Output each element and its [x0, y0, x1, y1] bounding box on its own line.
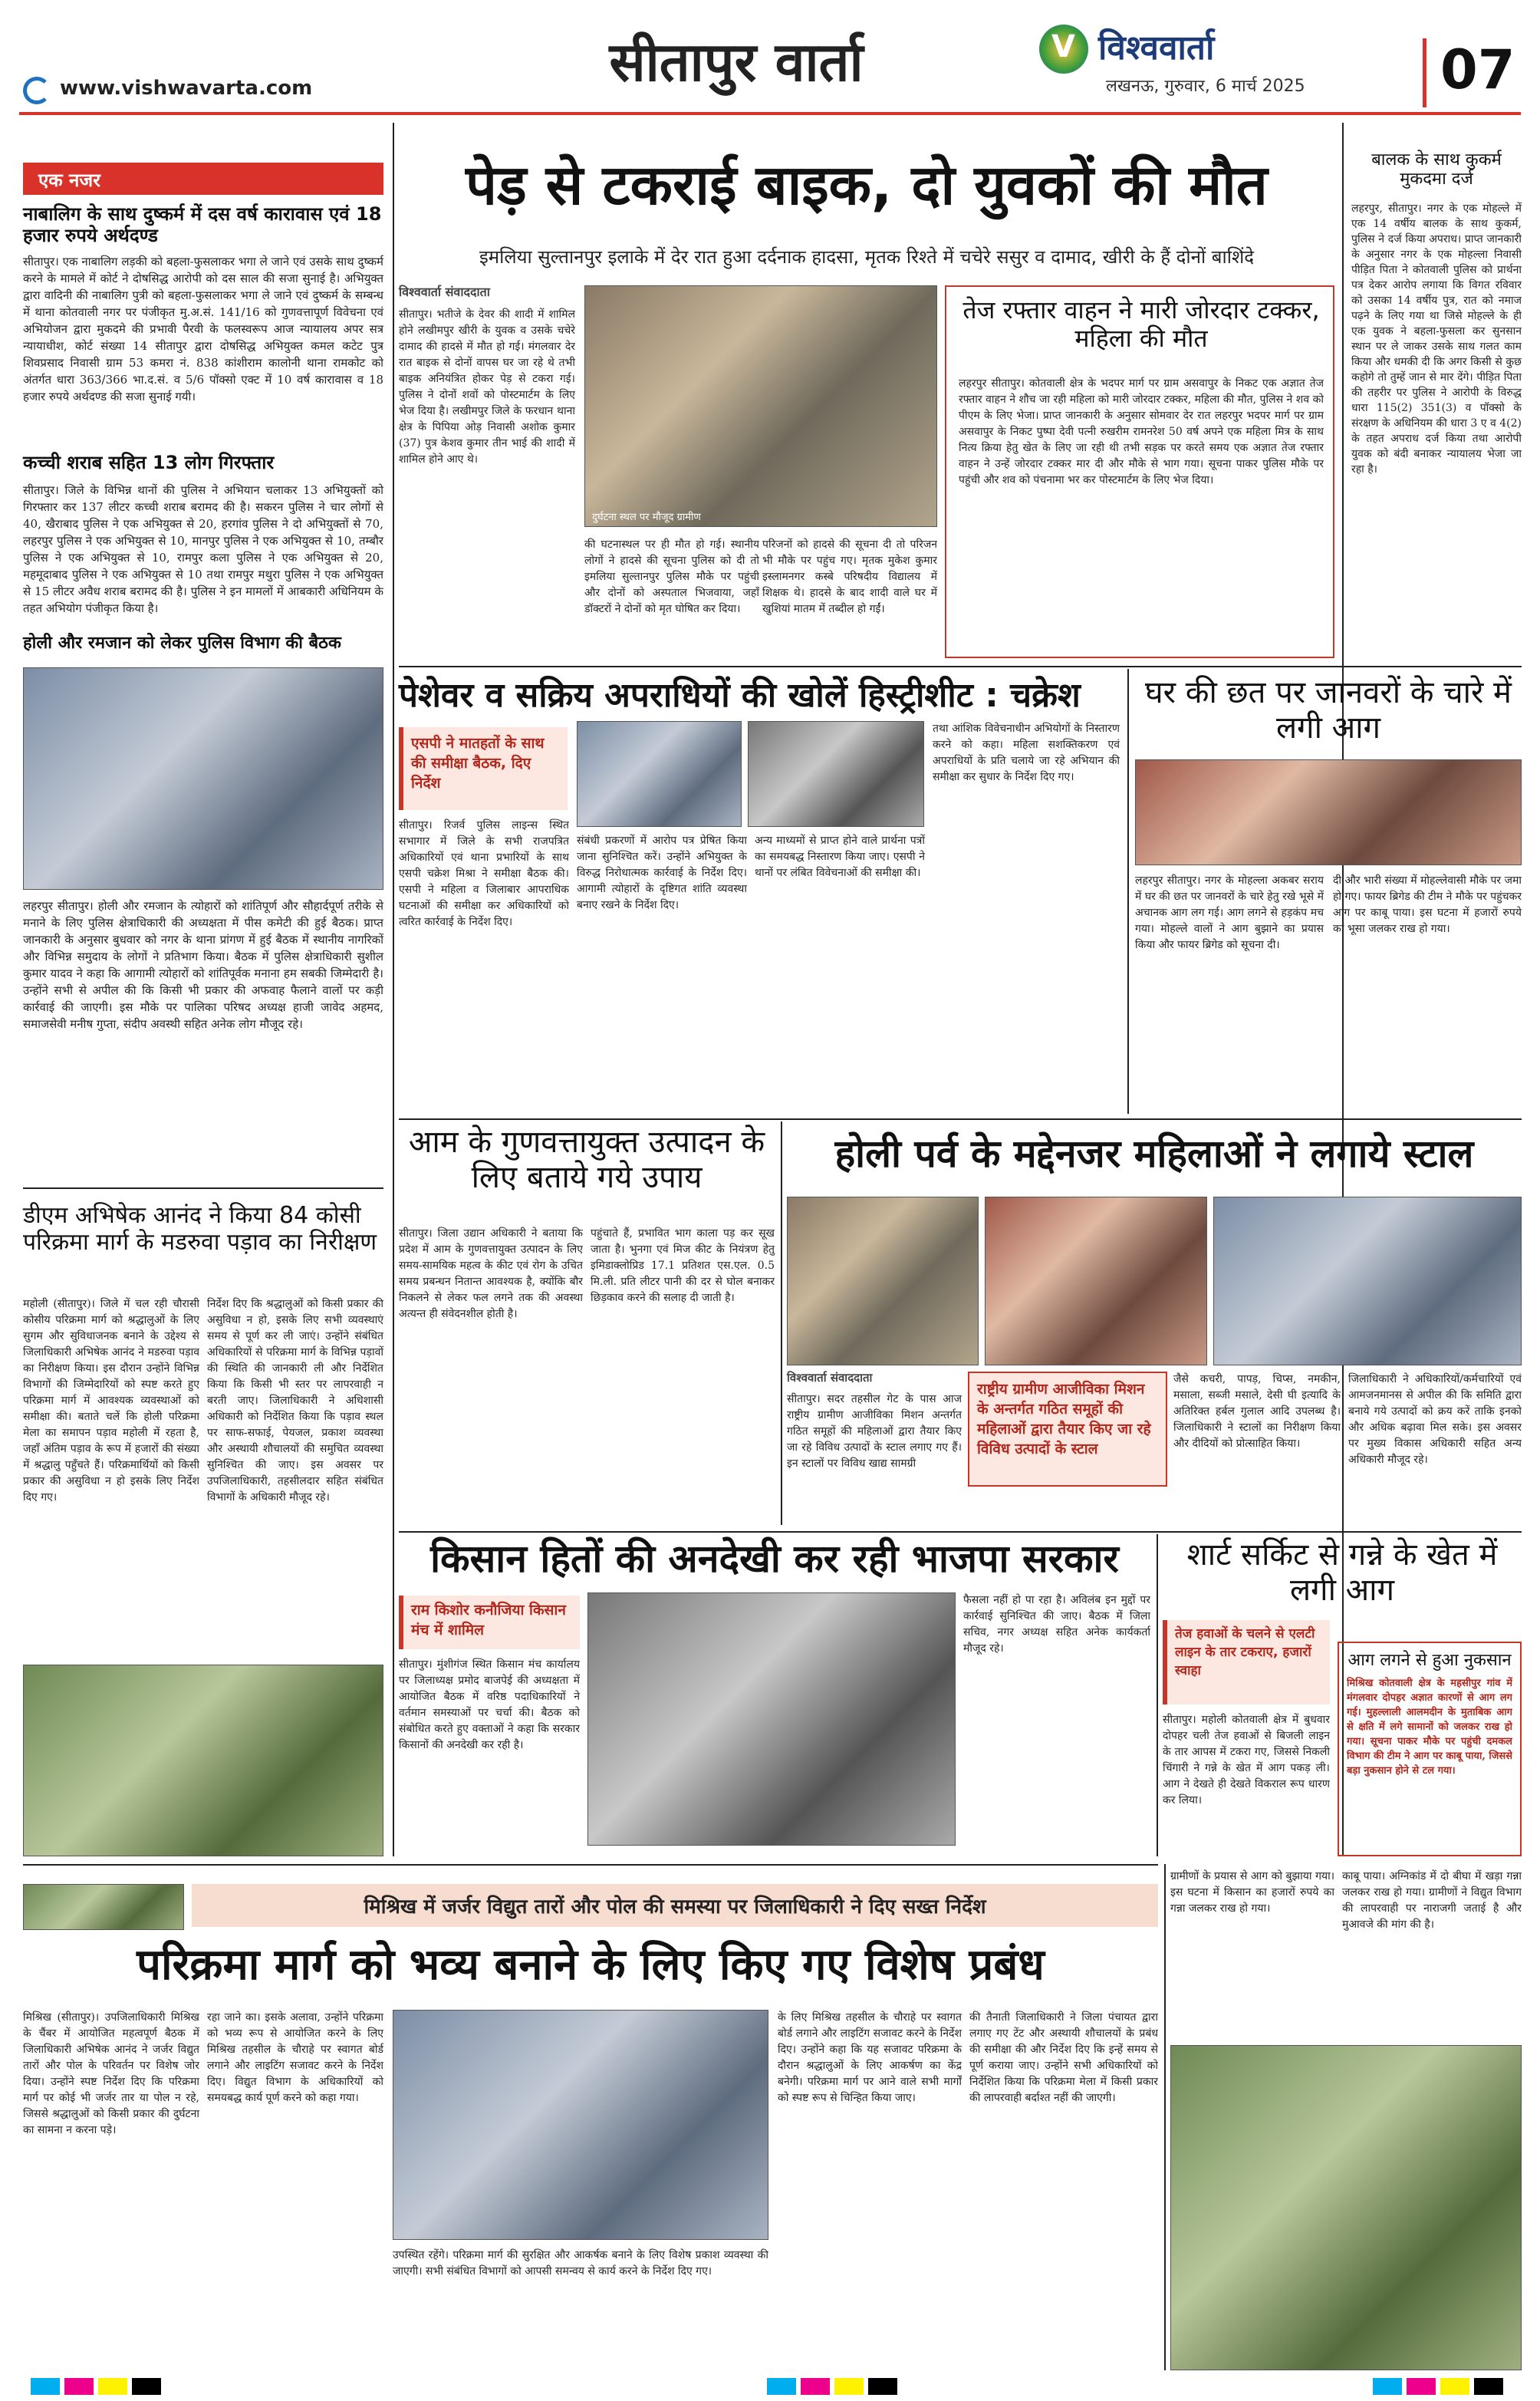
brief2-headline: कच्ची शराब सहित 13 लोग गिरफ्तार — [23, 452, 275, 473]
history-body-d: तथा आंशिक विवेचनाधीन अभियोगों के निस्तारण करने को कहा। महिला सशक्तिकरण एवं अपराधियों के प्रति चलाये जा रहे अभियान की समीक्षा कर सुधार के निर्देश दिए गए। — [933, 723, 1120, 783]
short-circuit-body-c: काबू पाया। अग्निकांड में दो बीघा में खड़ा गन्ना जलकर राख हो गया। ग्रामीणों ने विद्युत विभाग की लापरवाही पर नाराजगी जताई है और मुआवजे की मांग की है। — [1342, 1870, 1522, 1931]
registration-swatch — [868, 2378, 897, 2395]
registration-swatch — [767, 2378, 796, 2395]
registration-swatch — [1440, 2378, 1469, 2395]
lead-body-b: की घटनास्थल पर ही मौत हो गई। स्थानीय लोगों ने हादसे की सूचना पुलिस को दी तो इमलिया सुल्तानपुर पुलिस मौके पर पहुंची और दोनों को अस्पताल भिजवाया, जहाँ डॉक्टरों ने दोनों को मृत घोषित कर दिया। — [584, 538, 759, 615]
lead-subheadline: इमलिया सुल्तानपुर इलाके में देर रात हुआ दर्दनाक हादसा, मृतक रिश्ते में चचेरे ससुर व दामाद, खीरी के हैं दोनों बाशिंदे — [479, 246, 1255, 268]
page-number: 07 — [1423, 38, 1507, 107]
registration-swatch — [98, 2378, 127, 2395]
history-body-a: सीतापुर। रिजर्व पुलिस लाइन्स स्थित सभागार में जिले के सभी राजपत्रित अधिकारियों एवं थाना प्रभारियों के साथ एसपी चक्रेश मिश्रा ने समीक्षा बैठक की। एसपी ने महिला व जिलाबार आपराधिक घटनाओं की समीक्षा कर अधिकारियों को त्वरित कार्रवाई के निर्देश दिए। — [399, 819, 569, 928]
accident-box-headline: तेज रफ्तार वाहन ने मारी जोरदार टक्कर, महिला की मौत — [962, 295, 1320, 353]
police-meeting-photo — [23, 667, 383, 890]
brief1-body: सीतापुर। एक नाबालिग लड़की को बहला-फुसलाकर भगा ले जाने एवं उसके साथ दुष्कर्म करने के मामले में कोर्ट ने दोषसिद्ध आरोपी को दस साल की सजा सुनाई है। अभियुक्त द्वारा वादिनी की नाबालिग पुत्री को बहला-फुसलाकर भगा ले जाने एवं दुष्कर्म के सम्बन्ध में थाना कोतवाली नगर पर पंजीकृत मु.अ.सं. 141/16 को गुणवत्तापूर्ण विवेचना एवं अभियोजन द्वारा मुकदमे की प्रभावी पैरवी के फलस्वरूप आज न्यायालय अपर सत्र न्यायाधीश, कोर्ट संख्या 14 सीतापुर द्वारा दोषसिद्ध अभियुक्त कमल कटेट पुत्र शिवप्रसाद निवासी ग्राम 53 कमरा नं. 838 कांशीराम कालोनी थाना रामकोट को अंतर्गत धारा 363/366 भा.द.सं. व 5/6 पॉक्सो एक्ट में 10 वर्ष कारावास व 18 हजार रुपये अर्थदण्ड की सजा सुनाई गयी। — [23, 255, 383, 403]
sp-meeting-photo-2 — [748, 721, 924, 827]
lead-photo-caption: दुर्घटना स्थल पर मौजूद ग्रामीण — [592, 512, 701, 523]
holi-byline: विश्ववार्ता संवाददाता — [787, 1371, 873, 1385]
story4-headline: डीएम अभिषेक आनंद ने किया 84 कोसी परिक्रमा मार्ग के मडरुवा पड़ाव का निरीक्षण — [23, 1202, 377, 1256]
fire-photo — [1135, 759, 1522, 865]
registration-swatch — [834, 2378, 864, 2395]
website-url[interactable]: www.vishwavarta.com — [60, 77, 313, 100]
registration-swatch — [132, 2378, 161, 2395]
right-body: लहरपुर, सीतापुर। नगर के एक मोहल्ले में एक 14 वर्षीय बालक के साथ कुकर्म, पुलिस ने दर्ज किया अपराध। प्राप्त जानकारी के अनुसार नगर के एक मोहल्ला निवासी पीड़ित पिता ने कोतवाली पुलिस को प्रार्थना पत्र देकर आरोप लगाया कि विगत रविवार को उसका 14 वर्षीय पुत्र, रात को नमाज पढ़ने के लिए गया था जिसे मोहल्ले के ही एक युवक ने बहला-फुसला कर सुनसान स्थान पर ले जाकर उसके साथ गलत काम किया और धमकी दी कि अगर किसी से कुछ कहोगे तो तुम्हें जान से मार देंगे। पीड़ित पिता की तहरीर पर पुलिस ने आरोपी के विरुद्ध धारा 115(2) 351(3) व पॉक्सो के संरक्षण के अधिनियम की धारा 3 ए व 4(2) के तहत अपराध दर्ज किया तथा आरोपी युवक को बंदी बनाकर न्यायालय भेजा जा रहा है। — [1351, 203, 1522, 476]
right-headline: बालक के साथ कुकर्म मुकदमा दर्ज — [1371, 150, 1502, 189]
accident-site-photo — [584, 285, 937, 527]
registration-swatch — [1474, 2378, 1503, 2395]
mango-body-b: पहुंचाते हैं, प्रभावित भाग काला पड़ कर सूख जाता है। भुनगा एवं मिज कीट के नियंत्रण हेतु इमिडाक्लोप्रिड 17.1 प्रतिशत एस.एल. 0.5 मि.ली. प्रति लीटर पानी की दर से घोल बनाकर छिड़काव करने की सलाह दी जाती है। — [591, 1227, 775, 1304]
accident-box-body: लहरपुर सीतापुर। कोतवाली क्षेत्र के भदपर मार्ग पर ग्राम असवापुर के निकट एक अज्ञात तेज रफ्तार वाहन ने शौच जा रही महिला को मारी जोरदार टक्कर, महिला की मौत, पुलिस ने शव को पीएम के लिए भेजा। प्राप्त जानकारी के अनुसार सोमवार देर रात लहरपुर भदपर मार्ग पर ग्राम असवापुर के निकट पुष्पा देवी पत्नी रुखरीम रामनरेश 50 वर्ष अपने एक महिला मित्र के साथ नित्य क्रिया हेतु खेत के लिए जा रही थी तभी सड़क पर करते समय एक अज्ञात तेज रफ्तार वाहन ने उन्हें जोरदार टक्कर मार दी और मौके से भाग गया। सूचना पाकर पुलिस मौके पर पहुंची और शव को पंचनामा भर कर पोस्टमार्टम के लिए भेज दिया। — [959, 377, 1324, 486]
brief1-headline: नाबालिग के साथ दुष्कर्म में दस वर्ष कारावास एवं 18 हजार रुपये अर्थदण्ड — [23, 203, 382, 246]
mango-body-a: सीतापुर। जिला उद्यान अधिकारी ने बताया कि प्रदेश में आम के गुणवत्तायुक्त उत्पादन के लिए समय-सामयिक महत्व के कीट एवं रोग के उचित समय प्रबन्धन नितान्त आवश्यक है, क्योंकि बौर निकलने से लेकर फल लगने तक की अवस्था अत्यन्त ही संवेदनशील होती है। — [399, 1227, 583, 1320]
holi-body-b: जैसे कचरी, पापड़, चिप्स, नमकीन, मसाला, सब्जी मसाले, देसी घी इत्यादि के अतिरिक्त हर्बल गुलाल आदि उपलब्ध है। जिलाधिकारी ने स्टालों का निरीक्षण किया और दीदियों को प्रोत्साहित किया। — [1173, 1373, 1341, 1450]
holi-tag — [968, 1372, 1167, 1487]
holi-body-a: सीतापुर। सदर तहसील गेट के पास आज राष्ट्रीय ग्रामीण आजीविका मिशन अन्तर्गत गठित समूहों की महिलाओं द्वारा तैयार किए जा रहे विविध उत्पादों के स्टाल लगाए गए हैं। इन स्टालों पर विविध खाद्य सामग्री — [787, 1393, 962, 1470]
registration-swatch — [31, 2378, 60, 2395]
short-circuit-headline: शार्ट सर्किट से गन्ने के खेत में लगी आग — [1186, 1537, 1498, 1608]
story4-body-b: निर्देश दिए कि श्रद्धालुओं को किसी प्रकार की असुविधा न हो, इसके लिए सभी व्यवस्थाएं समय से पूर्ण कर ली जाएं। उन्होंने संबंधित अधिकारियों से परिक्रमा मार्ग के विभिन्न पड़ावों की स्थिति की जानकारी ली और निर्देशित किया कि किसी भी स्तर पर लापरवाही न बरती जाए। जिलाधिकारी ने अधिशासी अधिकारी को निर्देशित किया कि पड़ाव स्थल पर साफ-सफाई, पेयजल, प्रकाश व्यवस्था और अस्थायी शौचालयों की समुचित व्यवस्था सुनिश्चित की जाए। इस अवसर पर उपजिलाधिकारी, तहसीलदार सहित संबंधित विभागों के अधिकारी मौजूद रहे। — [207, 1298, 383, 1504]
farmer-body-d: फैसला नहीं हो पा रहा है। अविलंब इन मुद्दों पर कार्रवाई सुनिश्चित की जाए। बैठक में जिला सचिव, नगर अध्यक्ष सहित अनेक कार्यकर्ता मौजूद रहे। — [963, 1594, 1150, 1655]
history-body-b: संबंधी प्रकरणों में आरोप पत्र प्रेषित किया जाना सुनिश्चित करें। उन्होंने अभियुक्त के विरुद्ध निरोधात्मक कार्रवाई के निर्देश दिए। आगामी त्योहारों के दृष्टिगत शांति व्यवस्था बनाए रखने के निर्देश दिए। — [577, 835, 747, 911]
parikrama-body-a: मिश्रिख (सीतापुर)। उपजिलाधिकारी मिश्रिख के चैंबर में आयोजित महत्वपूर्ण बैठक में जिलाधिकारी अभिषेक आनंद ने जर्जर विद्युत तारों और पोल के परिवर्तन पर विशेष जोर दिया। उन्होंने स्पष्ट निर्देश दिए कि परिक्रमा मार्ग पर कोई भी जर्जर तार या पोल न रहे, जिससे श्रद्धालुओं को किसी प्रकार की दुर्घटना का सामना न करना पड़े। — [23, 2011, 199, 2136]
lead-body-a: सीतापुर। भतीजे के देवर की शादी में शामिल होने लखीमपुर खीरी के युवक व उसके चचेरे दामाद की हादसे में मौत हो गई। मंगलवार देर रात बाइक से दोनों वापस घर जा रहे थे तभी बाइक अनियंत्रित होकर पेड़ से टकरा गई। पुलिस ने दोनों शवों को पोस्टमार्टम के लिए भेज दिया है। लखीमपुर जिले के फरधान थाना क्षेत्र के पिपिया ओड़ निवासी अशोक कुमार (37) पुत्र केशव कुमार तीन भाई की शादी में शामिल होने आए थे। — [399, 308, 575, 466]
dm-inspection-photo — [23, 1665, 383, 1856]
parikrama-meeting-photo — [393, 2010, 768, 2240]
lead-headline: पेड़ से टकराई बाइक, दो युवकों की मौत — [466, 153, 1268, 217]
fire-headline: घर की छत पर जानवरों के चारे में लगी आग — [1145, 675, 1512, 746]
short-circuit-body-b: ग्रामीणों के प्रयास से आग को बुझाया गया। इस घटना में किसान का हजारों रुपये का गन्ना जलकर राख हो गया। — [1170, 1870, 1334, 1915]
registration-swatch — [64, 2378, 94, 2395]
dateline: लखनऊ, गुरुवार, 6 मार्च 2025 — [1106, 77, 1305, 96]
sugarcane-fire-photo — [1170, 2045, 1522, 2370]
parikrama-body-d: के लिए मिश्रिख तहसील के चौराहे पर स्वागत बोर्ड लगाने और लाइटिंग सजावट करने के निर्देश दिए। उन्होंने कहा कि यह सजावट परिक्रमा के दौरान श्रद्धालुओं के लिए आकर्षण का केंद्र बनेगी। परिक्रमा मार्ग पर आने वाले सभी मार्गों को स्पष्ट रूप से चिन्हित किया जाए। — [778, 2011, 962, 2104]
farmer-meeting-photo — [587, 1592, 956, 1846]
holi-tag-text: राष्ट्रीय ग्रामीण आजीविका मिशन के अन्तर्गत गठित समूहों की महिलाओं द्वारा तैयार किए जा रहे विविध उत्पादों के स्टाल — [977, 1381, 1151, 1457]
brand-name: विश्ववार्ता — [1098, 28, 1215, 68]
website-logo-icon — [23, 77, 51, 104]
lead-body-c: परिजनों को हादसे की सूचना दी तो परिजन भी मौके पर पहुंच गए। मृतक मुकेश कुमार इस्लामनगर कस्बे परिषदीय विद्यालय में शिक्षक थे। हादसे के बाद शादी वाले घर में खुशियां मातम में तब्दील हो गईं। — [762, 538, 937, 615]
brief2-body: सीतापुर। जिले के विभिन्न थानों की पुलिस ने अभियान चलाकर 13 अभियुक्तों को गिरफ्तार कर 137 लीटर कच्ची शराब बरामद की है। सकरन पुलिस ने चार लोगों से 40, खैराबाद पुलिस ने एक अभियुक्त से 20, हरगांव पुलिस ने दो अभियुक्तों से 70, लहरपुर पुलिस ने एक अभियुक्त से 10, मानपुर पुलिस ने एक अभियुक्त से 10, तम्बौर पुलिस ने एक अभियुक्त से 10, रामपुर कला पुलिस ने एक अभियुक्त से 20, महमूदाबाद पुलिस ने एक अभियुक्त से 10 तथा रामपुर मथुरा पुलिस ने एक अभियुक्त से 15 लीटर अवैध शराब बरामद की है। पुलिस ने इन मामलों में आबकारी अधिनियम के तहत अभियोग पंजीकृत किया है। — [23, 483, 383, 615]
brand-logo-icon: V — [1039, 25, 1088, 74]
parikrama-body-c: उपस्थित रहेंगे। परिक्रमा मार्ग की सुरक्षित और आकर्षक बनाने के लिए विशेष प्रकाश व्यवस्था की जाएगी। सभी संबंधित विभागों को आपसी समन्वय से कार्य करने के निर्देश दिए गए। — [393, 2249, 768, 2277]
masthead — [0, 0, 1540, 115]
farmer-tag-text: राम किशोर कनौजिया किसान मंच में शामिल — [411, 1602, 566, 1639]
farmer-body-a: सीतापुर। मुंशीगंज स्थित किसान मंच कार्यालय पर जिलाध्यक्ष प्रमोद बाजपेई की अध्यक्षता में आयोजित बैठक में वरिष्ठ पदाधिकारियों ने वर्तमान समस्याओं पर चर्चा की। बैठक को संबोधित करते हुए वक्ताओं ने कहा कि सरकार किसानों की अनदेखी कर रही है। — [399, 1658, 580, 1751]
fire-body-b: दी और भारी संख्या में मोहल्लेवासी मौके पर जमा हो गए। फायर ब्रिगेड की टीम ने मौके पर पहुंचकर आग पर काबू पाया। इस घटना में हजारों रुपये का भूसा जलकर राख हो गया। — [1333, 874, 1522, 935]
holi-stall-photo-3 — [1213, 1197, 1522, 1365]
strip-headline-bar — [192, 1884, 1158, 1927]
holi-stall-photo-1 — [787, 1197, 979, 1365]
parikrama-body-e: की तैनाती जिलाधिकारी ने जिला पंचायत द्वारा लगाए गए टेंट और अस्थायी शौचालयों के प्रबंध की समीक्षा की और निर्देश दिए कि इन्हें समय से पूर्ण कराया जाए। उन्होंने सभी अधिकारियों को निर्देशित किया कि परिक्रमा मेला में किसी प्रकार की लापरवाही बर्दाश्त नहीं की जाएगी। — [969, 2011, 1158, 2104]
parikrama-body-b: रहा जाने का। इसके अलावा, उन्होंने परिक्रमा को भव्य रूप से आयोजित करने के लिए मिश्रिख तहसील के चौराहे पर स्वागत बोर्ड लगाने और लाइटिंग सजावट करने के निर्देश दिए। विद्युत विभाग के अधिकारियों को समयबद्ध कार्य पूर्ण करने को कहा गया। — [207, 2011, 383, 2104]
short-circuit-tag-text: तेज हवाओं के चलने से एलटी लाइन के तार टकराए, हजारों स्वाहा — [1175, 1626, 1315, 1678]
history-tag — [399, 727, 568, 810]
loss-box-body: मिश्रिख कोतवाली क्षेत्र के महसीपुर गांव में मंगलवार दोपहर अज्ञात कारणों से आग लग गई। मुहल्लाली आलमदीन के मुताबिक आग से क्षति में लगे सामानों को जलकर राख हो गया। सूचना पाकर मौके पर पहुंची दमकल विभाग की टीम ने आग पर काबू पाया, जिससे बड़ा नुकसान होने से टल गया। — [1347, 1678, 1512, 1777]
loss-box-headline: आग लगने से हुआ नुकसान — [1348, 1651, 1512, 1670]
holi-stall-photo-2 — [985, 1197, 1207, 1365]
section-label-ek-nazar — [23, 163, 383, 195]
brief3-body: लहरपुर सीतापुर। होली और रमजान के त्योहारों को शांतिपूर्ण और सौहार्दपूर्ण तरीके से मनाने के लिए पुलिस क्षेत्राधिकारी की अध्यक्षता में पीस कमेटी की हुई बैठक। प्राप्त जानकारी के अनुसार बुधवार को नगर के थाना प्रांगण में हुई बैठक में स्थानीय नागरिकों और विभिन्न समुदाय के लोगों ने प्रतिभाग किया। बैठक में पुलिस क्षेत्राधिकारी सुशील कुमार यादव ने कहा कि आगामी त्योहारों को शांतिपूर्वक मनाना हम सबकी जिम्मेदारी है। उन्होंने सभी से अपील की कि किसी भी प्रकार की अफवाह फैलाने वालों पर कड़ी कार्रवाई की जाएगी। इस मौके पर पालिका परिषद अध्यक्ष हाजी जावेद अहमद, समाजसेवी मनीष गुप्ता, संदीप अवस्थी सहित अनेक लोग मौजूद रहे। — [23, 899, 383, 1031]
fire-body-a: लहरपुर सीतापुर। नगर के मोहल्ला अकबर सराय में घर की छत पर जानवरों के चारे हेतु रखे भूसे में अचानक आग लग गई। आग लगने से हड़कंप मच गया। मोहल्ले वालों ने आग बुझाने का प्रयास किया और फायर ब्रिगेड को सूचना दी। — [1135, 874, 1324, 951]
brief3-headline: होली और रमजान को लेकर पुलिस विभाग की बैठक — [23, 634, 341, 653]
registration-swatch — [801, 2378, 830, 2395]
farmer-tag — [399, 1596, 580, 1649]
holi-headline: होली पर्व के मद्देनजर महिलाओं ने लगाये स्टाल — [834, 1131, 1474, 1176]
section-title: सीतापुर वार्ता — [609, 31, 864, 94]
history-headline: पेशेवर व सक्रिय अपराधियों की खोलें हिस्ट्रीशीट : चक्रेश — [399, 676, 1081, 715]
history-body-c: अन्य माध्यमों से प्राप्त होने वाले प्रार्थना पत्रों का समयबद्ध निस्तारण किया जाए। एसपी ने थानों पर लंबित विवेचनाओं की समीक्षा की। — [755, 835, 925, 879]
mango-headline: आम के गुणवत्तायुक्त उत्पादन के लिए बताये गये उपाय — [408, 1125, 765, 1195]
short-circuit-tag — [1163, 1620, 1330, 1704]
story4-body-a: महोली (सीतापुर)। जिले में चल रही चौरासी कोसीय परिक्रमा मार्ग को श्रद्धालुओं के लिए सुगम और सुविधाजनक बनाने के उद्देश्य से जिलाधिकारी अभिषेक आनंद ने मडरुवा पड़ाव का निरीक्षण किया। इस दौरान उन्होंने विभिन्न विभागों की जिम्मेदारियों को स्पष्ट करते हुए परिक्रमा मार्ग में आवश्यक व्यवस्थाओं को समीक्षा की। बताते चलें कि होली परिक्रमा मेला का समापन पड़ाव महोली में रहता है, जहाँ अंतिम पड़ाव के रूप में हजारों की संख्या में श्रद्धालु पहुँचते हैं। परिक्रमार्थियों को किसी प्रकार की असुविधा न हो इसके लिए निर्देश दिए गए। — [23, 1298, 199, 1504]
strip-headline: मिश्रिख में जर्जर विद्युत तारों और पोल की समस्या पर जिलाधिकारी ने दिए सख्त निर्देश — [364, 1895, 986, 1918]
holi-body-c: जिलाधिकारी ने अधिकारियों/कर्मचारियों एवं आमजनमानस से अपील की कि समिति द्वारा बनाये गये उत्पादों को क्रय करें ताकि इनको और अधिक बढ़ावा मिल सके। इस अवसर पर मुख्य विकास अधिकारी सहित अन्य अधिकारी मौजूद रहे। — [1348, 1373, 1522, 1466]
registration-swatch — [1373, 2378, 1402, 2395]
short-circuit-body-a: सीतापुर। महोली कोतवाली क्षेत्र में बुधवार दोपहर चली तेज हवाओं से बिजली लाइन के तार आपस में टकरा गए, जिससे निकली चिंगारी ने गन्ने के खेत में आग पकड़ ली। आग ने देखते ही देखते विकराल रूप धारण कर लिया। — [1163, 1714, 1330, 1807]
farmer-headline: किसान हितों की अनदेखी कर रही भाजपा सरकार — [430, 1536, 1119, 1581]
registration-swatch — [1407, 2378, 1436, 2395]
accident-box — [945, 285, 1334, 658]
parikrama-headline: परिक्रमा मार्ग को भव्य बनाने के लिए किए गए विशेष प्रबंध — [137, 1940, 1045, 1990]
power-line-photo — [23, 1884, 184, 1930]
loss-box — [1338, 1642, 1522, 1856]
sp-meeting-photo-1 — [577, 721, 742, 827]
section-label-text: एक नजर — [38, 170, 101, 191]
history-tag-text: एसपी ने मातहतों के साथ की समीक्षा बैठक, दिए निर्देश — [411, 735, 545, 792]
lead-byline: विश्ववार्ता संवाददाता — [399, 285, 490, 299]
